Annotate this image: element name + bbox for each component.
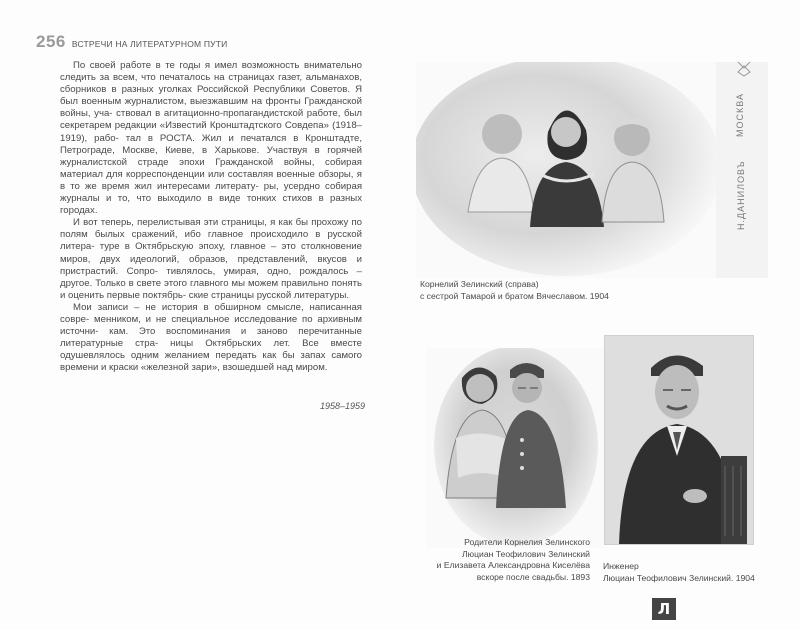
caption-line: Родители Корнелия Зелинского [464, 537, 590, 547]
caption-line: Люциан Теофилович Зелинский [462, 548, 590, 559]
text-line: тал в РОСТА. Жил и печатался в Кронштадте, Петрограде, Москве, [60, 132, 362, 156]
text-line: за всем, что печаталось на страницах газет, альманахов, сборников [60, 72, 362, 96]
text-line: редакции «Известий Кронштадтского Совдепа» (1918–1919), рабо- [60, 120, 362, 144]
photo-children-caption [420, 279, 680, 302]
text-line: кам. Это воспоминания и заново перечитанные литературные стра- [60, 326, 362, 350]
text-line: ствовал в агитационно-пропагандистской работе, был секретарем [60, 108, 362, 132]
photo-engineer-caption [603, 561, 783, 584]
text-line: менником, и не специальное исследование по архивным источни- [60, 313, 362, 338]
photo-couple-caption [420, 537, 590, 583]
text-line: тивлялось, умирая, одно, рождалось – другое. Только в свете этого [60, 265, 362, 289]
caption-line: и Елизавета Александровна Киселёва [436, 560, 590, 570]
text-line: Мои записи – не история в обширном смысле, написанная совре- [60, 301, 362, 325]
caption-line: Корнелий Зелинский (справа) [420, 279, 539, 289]
caption-line: Инженер [603, 561, 639, 571]
photo-mount-imprint [734, 93, 750, 246]
mount-imprint-name: Н.ДАНИЛОВЪ [736, 160, 746, 230]
text-line: полям былых сражений, ибо главное происходило в русской литера- [60, 229, 362, 253]
text-line: И вот теперь, перелистывая эти страницы, я как бы прохожу по [73, 217, 362, 229]
photo-engineer [604, 335, 754, 545]
body-text [60, 60, 362, 374]
text-line: в разных городах. [60, 193, 362, 217]
text-line: передать как бы запах самого времени и краски «железной зари», [60, 350, 363, 374]
photo-children-image [416, 62, 768, 278]
text-line: Киеве, в Харькове. Участвуя в горячей журналистской страде эпохи [60, 144, 362, 168]
running-header [36, 28, 227, 52]
page-number: 256 [36, 32, 66, 51]
text-line: составляя военные обзоры, я в то же время жил интересами литерату- [60, 168, 362, 192]
running-title: ВСТРЕЧИ НА ЛИТЕРАТУРНОМ ПУТИ [71, 39, 228, 49]
text-line: взошедшей над миром. [222, 362, 328, 374]
caption-line: вскоре после свадьбы. 1893 [476, 571, 590, 582]
paragraph-3 [60, 302, 362, 375]
photo-engineer-image [605, 336, 753, 544]
paragraph-2 [60, 217, 362, 302]
date-note: 1958–1959 [320, 401, 366, 411]
photo-couple-image [426, 348, 604, 548]
text-line: в разных уголках Российской Республики Советов. Я был военным [60, 84, 363, 108]
text-line: ры, усердно собирая журналы и то, что выходило в виде тонких стихов [60, 180, 363, 205]
text-line: ницы Октябрьских лет. Все вместе одушевлялось одним желанием [60, 338, 362, 362]
publisher-logo-icon: Л [652, 598, 676, 620]
text-line: главного мы можем правильно понять и оценить первые поктябрь- [60, 277, 362, 301]
mount-imprint-city: МОСКВА [735, 93, 745, 137]
mount-emblem-icon [734, 62, 754, 78]
text-line: идеологий, образов, представлений, вкусов и пристрастий. Сопро- [60, 253, 362, 277]
text-line: Гражданской войны, собирая материал для корреспонденции или [60, 156, 363, 180]
caption-line: с сестрой Тамарой и братом Вячеславом. 1904 [420, 290, 609, 301]
text-line: ские страницы русской литературы. [188, 289, 350, 301]
photo-couple [426, 348, 604, 548]
text-line: туре в Октябрьскую эпоху, главное – это столкновение миров, двух [60, 241, 362, 265]
text-line: журналистом, выезжавшим на фронты Гражданской войны, уча- [60, 96, 363, 120]
text-line: По своей работе в те годы я имел возможность внимательно следить [60, 60, 362, 84]
photo-children [416, 62, 768, 278]
caption-line: Люциан Теофилович Зелинский. 1904 [603, 572, 755, 583]
paragraph-1 [60, 60, 362, 217]
